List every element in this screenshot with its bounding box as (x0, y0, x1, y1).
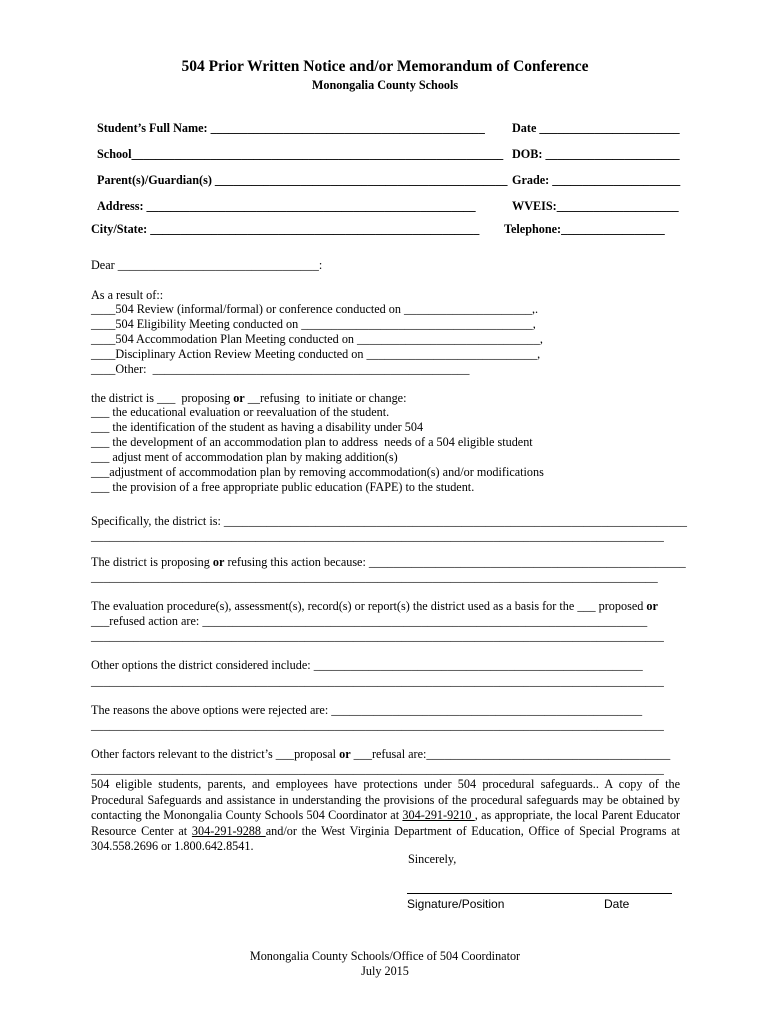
factors-pre: Other factors relevant to the district’s ___proposal (91, 747, 340, 761)
district-item[interactable]: ___adjustment of accommodation plan by removing accommodation(s) and/or modifications (91, 465, 544, 479)
district-line (91, 391, 406, 406)
factors-continuation[interactable]: ______________________________________________________________________________________________ (91, 762, 664, 776)
coordinator-phone: 304-291-9210 (402, 808, 475, 822)
as-result-item[interactable]: ____Other: ____________________________________________________ (91, 362, 470, 376)
footer-office: Monongalia County Schools/Office of 504 Coordinator (249, 949, 521, 963)
signature-date-label: Date (604, 897, 630, 911)
district-item[interactable]: ___ the development of an accommodation plan to address needs of a 504 eligible student (91, 435, 533, 449)
factors-post: ___refusal are:________________________________________ (350, 747, 671, 761)
page-title: 504 Prior Written Notice and/or Memorandum of Conference (181, 58, 589, 75)
proposing-continuation[interactable]: _____________________________________________________________________________________________ (91, 570, 658, 584)
as-result-item[interactable]: ____504 Accommodation Plan Meeting conducted on ______________________________, (91, 332, 543, 346)
district-line-pre: the district is ___ proposing (91, 391, 234, 405)
page-subtitle: Monongalia County Schools (311, 78, 459, 92)
telephone-field[interactable]: Telephone:_________________ (504, 222, 665, 236)
evaluation-pre: The evaluation procedure(s), assessment(s), record(s) or report(s) the district used as a basis for the ___ proposed (91, 599, 647, 613)
footer-date: July 2015 (361, 964, 409, 978)
student-name-field[interactable]: Student’s Full Name: _____________________________________________ (97, 121, 485, 135)
specifically-line[interactable]: Specifically, the district is: ____________________________________________________________________________ (91, 514, 688, 528)
evaluation-refused-line[interactable]: ___refused action are: _________________________________________________________________________ (91, 614, 648, 628)
signature-line[interactable] (407, 893, 672, 894)
proposing-or: or (212, 555, 225, 569)
proposing-post: refusing this action because: ____________________________________________________ (224, 555, 686, 569)
safeguards-paragraph (91, 777, 680, 855)
dob-field[interactable]: DOB: ______________________ (512, 147, 680, 161)
safeguards-text-3: and/or the West Virginia Department of Education, Office of Special Programs at 304.558.2696 or 1.800.642.8541. (91, 823, 680, 853)
district-line-post: __refusing to initiate or change: (244, 391, 407, 405)
salutation-line[interactable]: Dear _________________________________: (91, 258, 323, 272)
resource-center-phone: 304-291-9288 (191, 823, 266, 838)
evaluation-continuation[interactable]: ______________________________________________________________________________________________ (91, 629, 664, 643)
as-result-item[interactable]: ____504 Eligibility Meeting conducted on ______________________________________, (91, 317, 536, 331)
district-line-or: or (233, 391, 245, 405)
district-item[interactable]: ___ the educational evaluation or reevaluation of the student. (91, 405, 390, 419)
specifically-continuation[interactable]: ______________________________________________________________________________________________ (91, 529, 664, 543)
reasons-line[interactable]: The reasons the above options were rejected are: ___________________________________________________ (91, 703, 643, 717)
proposing-line[interactable] (91, 555, 686, 570)
city-state-field[interactable]: City/State: ______________________________________________________ (91, 222, 480, 236)
wveis-field[interactable]: WVEIS:____________________ (512, 199, 679, 213)
other-options-continuation[interactable]: ______________________________________________________________________________________________ (91, 674, 664, 688)
reasons-continuation[interactable]: ______________________________________________________________________________________________ (91, 718, 664, 732)
factors-or: or (339, 747, 351, 761)
evaluation-or: or (646, 599, 658, 613)
address-field[interactable]: Address: ______________________________________________________ (97, 199, 476, 213)
as-result-heading: As a result of:: (91, 288, 164, 302)
parents-field[interactable]: Parent(s)/Guardian(s) ________________________________________________ (97, 173, 508, 187)
other-options-line[interactable]: Other options the district considered include: ______________________________________________________ (91, 658, 643, 672)
safeguards-text-1: 504 eligible students, parents, and employees have protections under 504 procedural safeguards.. A copy of the Procedural Safeguards and assistance in understanding the provisions of the procedural safeguards may be obtained by contacting the Monongalia County Schools 504 Coordinator at (91, 777, 680, 822)
evaluation-line (91, 599, 658, 614)
district-item[interactable]: ___ the identification of the student as having a disability under 504 (91, 420, 424, 434)
sincerely-text: Sincerely, (408, 852, 457, 866)
signature-label: Signature/Position (407, 897, 505, 911)
factors-line[interactable] (91, 747, 670, 762)
district-item[interactable]: ___ adjust ment of accommodation plan by making addition(s) (91, 450, 398, 464)
school-field[interactable]: School_____________________________________________________________ (97, 147, 504, 161)
as-result-item[interactable]: ____Disciplinary Action Review Meeting conducted on ____________________________, (91, 347, 541, 361)
as-result-item[interactable]: ____504 Review (informal/formal) or conference conducted on _____________________,. (91, 302, 539, 316)
district-item[interactable]: ___ the provision of a free appropriate public education (FAPE) to the student. (91, 480, 475, 494)
date-field[interactable]: Date _______________________ (512, 121, 680, 135)
grade-field[interactable]: Grade: _____________________ (512, 173, 681, 187)
safeguards-text-2: , as appropriate, the local Parent Educator Resource Center at (91, 808, 680, 838)
proposing-pre: The district is proposing (91, 555, 213, 569)
